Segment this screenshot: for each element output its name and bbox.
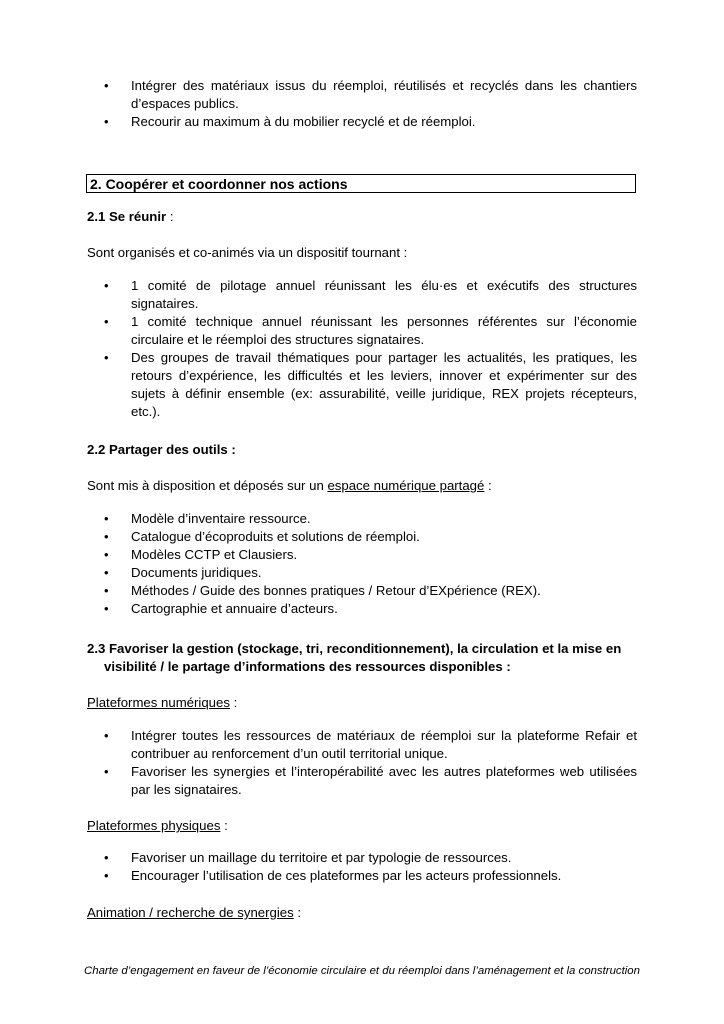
section-2-2-intro-text: Sont mis à disposition et déposés sur un bbox=[87, 478, 328, 493]
physical-platforms-label-suffix: : bbox=[220, 818, 228, 833]
section-2-2-intro bbox=[87, 477, 492, 495]
section-2-2-heading: 2.2 Partager des outils : bbox=[87, 442, 236, 457]
section-2-3-heading-line1: 2.3 Favoriser la gestion (stockage, tri, reconditionnement), la circulation et la mise en bbox=[87, 641, 622, 656]
list-item: • Intégrer toutes les ressources de matériaux de réemploi sur la plateforme Refair et contribuer au renforcement d’un outil territorial unique. bbox=[104, 727, 637, 763]
section-2-2-bullet-list bbox=[104, 510, 637, 618]
list-item: • 1 comité technique annuel réunissant les personnes référentes sur l’économie circulaire et le réemploi des structures signataires. bbox=[104, 313, 637, 349]
list-item: • Documents juridiques. bbox=[104, 564, 637, 582]
list-item: • Intégrer des matériaux issus du réemploi, réutilisés et recyclés dans les chantiers d’espaces publics. bbox=[104, 77, 637, 113]
list-item: • Catalogue d’écoproduits et solutions de réemploi. bbox=[104, 528, 637, 546]
physical-platforms-label-text: Plateformes physiques bbox=[87, 818, 221, 833]
section-2-1-heading-suffix: : bbox=[166, 209, 174, 224]
list-item: • Favoriser un maillage du territoire et par typologie de ressources. bbox=[104, 849, 637, 867]
page-footer: Charte d’engagement en faveur de l’économie circulaire et du réemploi dans l’aménagement et la construction bbox=[84, 965, 640, 977]
list-item: • Recourir au maximum à du mobilier recyclé et de réemploi. bbox=[104, 113, 637, 131]
section-2-2-intro-suffix: : bbox=[484, 478, 492, 493]
list-item: • Cartographie et annuaire d’acteurs. bbox=[104, 600, 637, 618]
section-2-1-bullet-list bbox=[104, 277, 637, 421]
numeric-platforms-label bbox=[87, 694, 237, 712]
list-item: • Des groupes de travail thématiques pour partager les actualités, les pratiques, les retours d’expérience, les difficultés et les leviers, innover et expérimenter sur des sujets à définir ensemble (ex: assurabilité, veille juridique, REX projets récepteurs, etc.). bbox=[104, 349, 637, 421]
animation-synergies-label bbox=[87, 904, 301, 922]
section-2-1-heading bbox=[87, 208, 174, 226]
section-2-1-intro: Sont organisés et co-animés via un dispositif tournant : bbox=[87, 245, 408, 260]
list-item: • Modèles CCTP et Clausiers. bbox=[104, 546, 637, 564]
shared-digital-space-link: espace numérique partagé bbox=[327, 478, 485, 493]
section-2-title-box bbox=[86, 174, 636, 193]
list-item: • Encourager l’utilisation de ces plateformes par les acteurs professionnels. bbox=[104, 867, 637, 885]
animation-synergies-label-text: Animation / recherche de synergies bbox=[87, 905, 294, 920]
list-item: • Méthodes / Guide des bonnes pratiques / Retour d’EXpérience (REX). bbox=[104, 582, 637, 600]
animation-synergies-label-suffix: : bbox=[293, 905, 302, 920]
physical-platforms-bullet-list bbox=[104, 849, 637, 885]
numeric-platforms-bullet-list bbox=[104, 727, 637, 799]
list-item: • Modèle d’inventaire ressource. bbox=[104, 510, 637, 528]
section-2-title: 2. Coopérer et coordonner nos actions bbox=[90, 176, 348, 192]
list-item: • 1 comité de pilotage annuel réunissant les élu·es et exécutifs des structures signataires. bbox=[104, 277, 637, 313]
list-item: • Favoriser les synergies et l’interopérabilité avec les autres plateformes web utilisées par les signataires. bbox=[104, 763, 637, 799]
intro-bullet-list bbox=[104, 77, 637, 131]
numeric-platforms-label-suffix: : bbox=[229, 695, 238, 710]
section-2-1-heading-text: 2.1 Se réunir bbox=[87, 209, 167, 224]
section-2-3-heading-line2: visibilité / le partage d’informations des ressources disponibles : bbox=[104, 659, 511, 674]
numeric-platforms-label-text: Plateformes numériques bbox=[87, 695, 230, 710]
physical-platforms-label bbox=[87, 817, 228, 835]
